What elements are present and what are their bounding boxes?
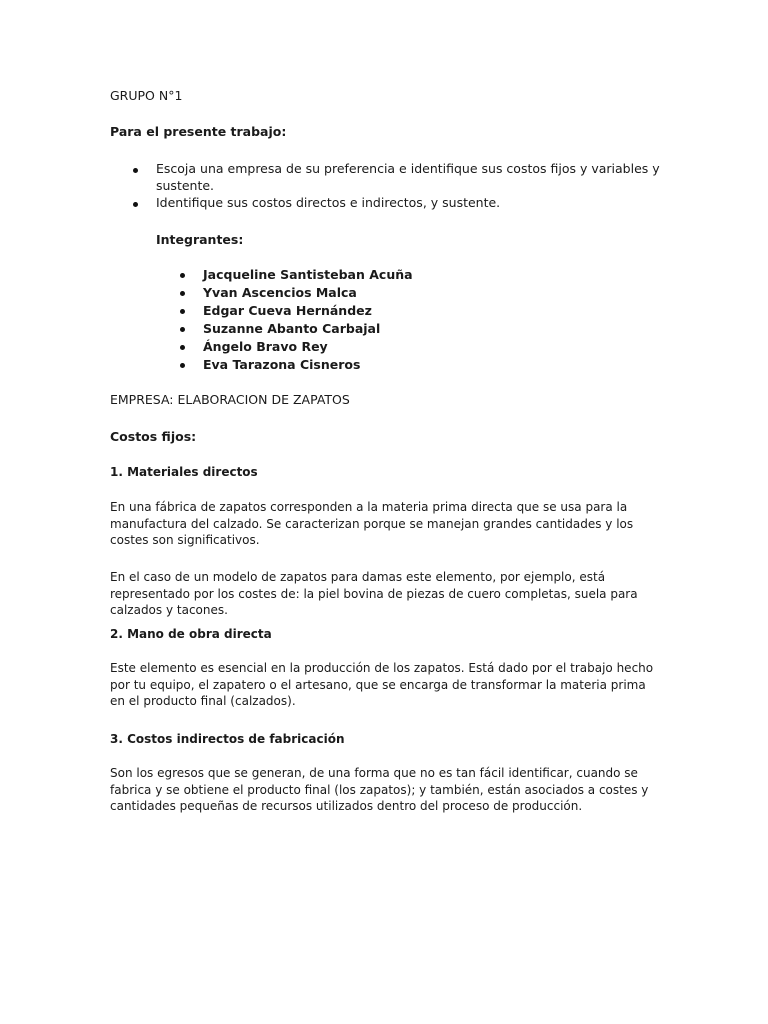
member-item: Edgar Cueva Hernández bbox=[203, 303, 372, 318]
bullet-icon bbox=[133, 202, 138, 207]
section-paragraph: Son los egresos que se generan, de una forma que no es tan fácil identificar, cuando se fabrica y se obtiene el producto final (los zapatos); y también, están asociados a costes y cantidades pequeñas de recursos utilizados dentro del proceso de producción. bbox=[110, 766, 649, 813]
bullet-icon bbox=[180, 291, 185, 296]
member-item: Jacqueline Santisteban Acuña bbox=[203, 267, 413, 282]
member-item: Eva Tarazona Cisneros bbox=[203, 357, 361, 372]
bullet-icon bbox=[180, 273, 185, 278]
member-item: Yvan Ascencios Malca bbox=[203, 285, 357, 300]
company-heading: EMPRESA: ELABORACION DE ZAPATOS bbox=[110, 392, 350, 407]
member-item: Ángelo Bravo Rey bbox=[203, 339, 328, 354]
bullet-icon bbox=[180, 345, 185, 350]
section-heading: 3. Costos indirectos de fabricación bbox=[110, 732, 345, 746]
section-paragraph: En el caso de un modelo de zapatos para damas este elemento, por ejemplo, está representado por los costes de: la piel bovina de piezas de cuero completas, suela para calzados y tacones. bbox=[110, 570, 638, 617]
section-heading: 2. Mano de obra directa bbox=[110, 627, 272, 641]
task-item-2: Identifique sus costos directos e indirectos, y sustente. bbox=[156, 195, 501, 210]
bullet-icon bbox=[180, 309, 185, 314]
section-paragraph: En una fábrica de zapatos corresponden a la materia prima directa que se usa para la manufactura del calzado. Se caracterizan porque se manejan grandes cantidades y los costes son significativos. bbox=[110, 500, 634, 547]
member-item: Suzanne Abanto Carbajal bbox=[203, 321, 381, 336]
section-heading: 1. Materiales directos bbox=[110, 465, 258, 479]
group-title: GRUPO N°1 bbox=[110, 88, 183, 103]
bullet-icon bbox=[180, 363, 185, 368]
intro-heading: Para el presente trabajo: bbox=[110, 124, 287, 139]
bullet-icon bbox=[133, 168, 138, 173]
task-item-1-line-1: Escoja una empresa de su preferencia e identifique sus costos fijos y variables y bbox=[156, 161, 660, 176]
task-item-1-line-2: sustente. bbox=[156, 178, 215, 193]
bullet-icon bbox=[180, 327, 185, 332]
fixed-costs-heading: Costos fijos: bbox=[110, 429, 197, 444]
section-paragraph: Este elemento es esencial en la producción de los zapatos. Está dado por el trabajo hecho por tu equipo, el zapatero o el artesano, que se encarga de transformar la materia prima en el producto final (calzados). bbox=[110, 661, 654, 708]
members-heading: Integrantes: bbox=[156, 232, 244, 247]
